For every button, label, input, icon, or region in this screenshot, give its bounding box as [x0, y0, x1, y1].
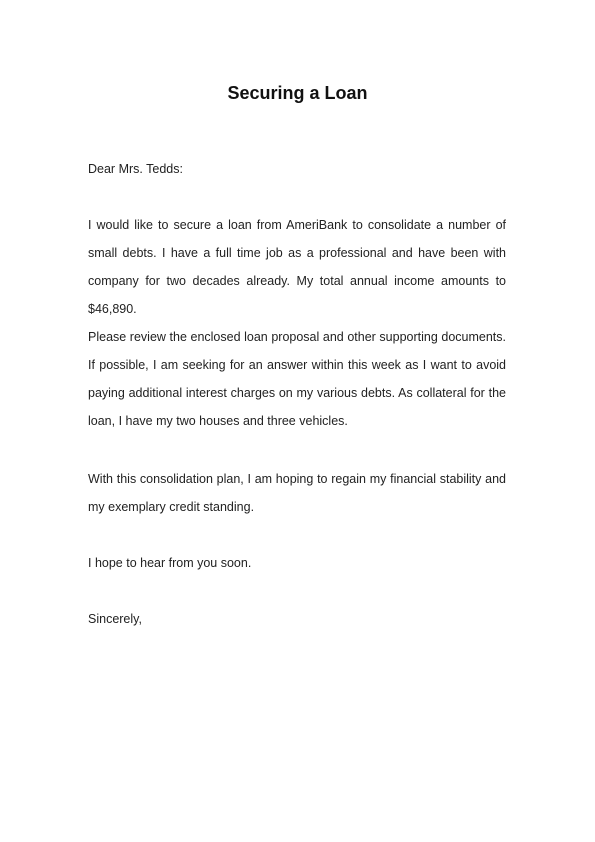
paragraph-review-request: Please review the enclosed loan proposal and other supporting documents. If possible, I am seeking for an answer within this week as I want to avoid paying additional interest charges on my various debts. As collateral for the loan, I have my two houses and three vehicles. — [88, 330, 506, 428]
paragraph-loan-request: I would like to secure a loan from AmeriBank to consolidate a number of small debts. I have a full time job as a professional and have been with company for two decades already. My total annual income amounts to $46,890. — [88, 218, 506, 316]
page-title: Securing a Loan — [227, 83, 368, 103]
closing: Sincerely, — [88, 612, 142, 626]
salutation: Dear Mrs. Tedds: — [88, 162, 183, 176]
paragraph-hope-to-hear: I hope to hear from you soon. — [88, 556, 252, 570]
paragraph-consolidation-plan: With this consolidation plan, I am hoping to regain my financial stability and my exemplary credit standing. — [88, 472, 506, 514]
